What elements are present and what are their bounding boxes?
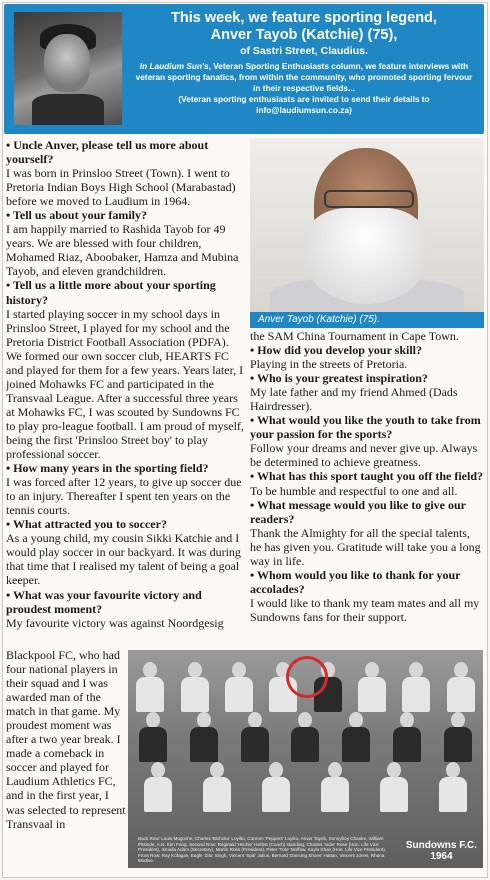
interview-left-column [6, 138, 246, 630]
header-intro [128, 61, 480, 116]
question: • Tell us a little more about your sporting history? [6, 278, 216, 307]
portrait-caption: Anver Tayob (Katchie) (75). [250, 312, 484, 328]
answer: To be humble and respectful to one and all. [250, 483, 458, 498]
highlight-circle-anver [286, 656, 328, 698]
team-front-row [128, 762, 483, 812]
question: • What has this sport taught you off the field? [250, 469, 484, 484]
question: • Uncle Anver, please tell us more about yourself? [6, 138, 209, 167]
answer: As a young child, my cousin Sikki Katchie and I would play soccer in our backyard. It was during that time that I realised my talent of being a goal keeper. [6, 531, 241, 588]
question: • What would you like the youth to take from your passion for the sports? [250, 413, 481, 442]
intro-invite: (Veteran sporting enthusiasts are invited to send their details to info@laudiumsun.co.za) [178, 94, 430, 115]
header-name: Anver Tayob (Katchie) (75), [210, 27, 398, 43]
question: • How many years in the sporting field? [6, 461, 209, 476]
answer: I started playing soccer in my school days in Prinsloo Street, I played for my school and the Pretoria District Football Association (PDFA). We formed our own soccer club, HEARTS FC and played for them for a few years. Years later, I joined Mohawks FC and participated in the Transvaal League. After a successful three years at Mohawks FC, I was scouted by Sundowns FC to play pro-league football. I am proud of myself, being the first 'Prinsloo Street boy' to play professional soccer. [6, 306, 244, 462]
question: • Tell us about your family? [6, 208, 148, 223]
answer: Playing in the streets of Pretoria. [250, 357, 408, 372]
club-label [406, 840, 477, 862]
team-photo-sundowns-1964 [128, 650, 483, 868]
question: • How did you develop your skill? [250, 343, 423, 358]
header-title: This week, we feature sporting legend, [171, 10, 437, 26]
intro-paper-name: In Laudium Sun's [139, 61, 209, 71]
question: • Whom would you like to thank for your accolades? [250, 567, 461, 596]
team-middle-row [128, 712, 483, 762]
interview-right-column [250, 329, 484, 624]
question: • Who is your greatest inspiration? [250, 371, 428, 386]
header-photo-young-anver [14, 12, 122, 125]
question: • What attracted you to soccer? [6, 517, 167, 532]
team-photo-caption: Back Row: Louis Mogoche, Charles 'Bichoko' Loyiko, Conrom 'Peppers' Loyiko, Anver Tayob, Sonnyboy Chauke, William Pitsinde, A.N. Kim Fong. Second Row: Reginald 'Hitchie' Herbst (Coach) standing, Charles 'Iodie' Rose (Hon. Life Vice President), Ismaila Adam (Secretary), Martin Ross (President), Peter 'Tute' Moffow, Kaylo Khan (Hon. Life Vice President). Front Row: Ray Kofagan, Eagle 'Zitu' Singh, Vincent 'Spiti' Julius, Bernard 'Dancing Shoes' Hattan, Vincent Jones, Rhona Modise. [138, 836, 387, 864]
answer: My late father and my friend Ahmed (Dads Hairdresser). [250, 385, 458, 414]
question: • What was your favourite victory and proudest moment? [6, 587, 202, 616]
intro-body: , Veteran Sporting Enthusiasts column, we feature interviews with veteran sporting fanatics, from within the community, who promoted sporting fervour in their respective fields... [135, 61, 473, 93]
club-year: 1964 [430, 851, 453, 862]
question: • What message would you like to give our readers? [250, 497, 466, 526]
answer: My favourite victory was against Noordgesig [6, 615, 224, 630]
answer: Follow your dreams and never give up. Always be determined to achieve greatness. [250, 441, 478, 470]
continued-answer-text: Blackpool FC, who had four national players in their squad and I was awarded man of the match in that game. My proudest moment was after a two year break. I made a comeback in soccer and played for Laudium Athletics FC, and in the first year, I was selected to represent Transvaal in [6, 648, 126, 831]
answer: I would like to thank my team mates and all my Sundowns fans for their support. [250, 595, 480, 624]
answer: I was forced after 12 years, to give up soccer due to an injury. Thereafter I spent ten years on the tennis courts. [6, 475, 242, 518]
feature-header [4, 4, 484, 134]
header-address: of Sastri Street, Claudius. [240, 45, 368, 57]
club-name: Sundowns F.C. [405, 840, 477, 851]
answer: Thank the Almighty for all the special talents, he has given you. Gratitude will take you a long way in life. [250, 525, 481, 568]
portrait-photo [250, 138, 484, 312]
continued-text: the SAM China Tournament in Cape Town. [250, 329, 459, 343]
answer: I was born in Prinsloo Street (Town). I went to Pretoria Indian Boys High School (Marabastad) before we moved to Laudium in 1964. [6, 166, 236, 209]
header-text [128, 10, 480, 116]
answer: I am happily married to Rashida Tayob for 49 years. We are blessed with four children, Mohamed Riaz, Aboobaker, Hamza and Mubina Tayob, and eleven grandchildren. [6, 222, 239, 279]
